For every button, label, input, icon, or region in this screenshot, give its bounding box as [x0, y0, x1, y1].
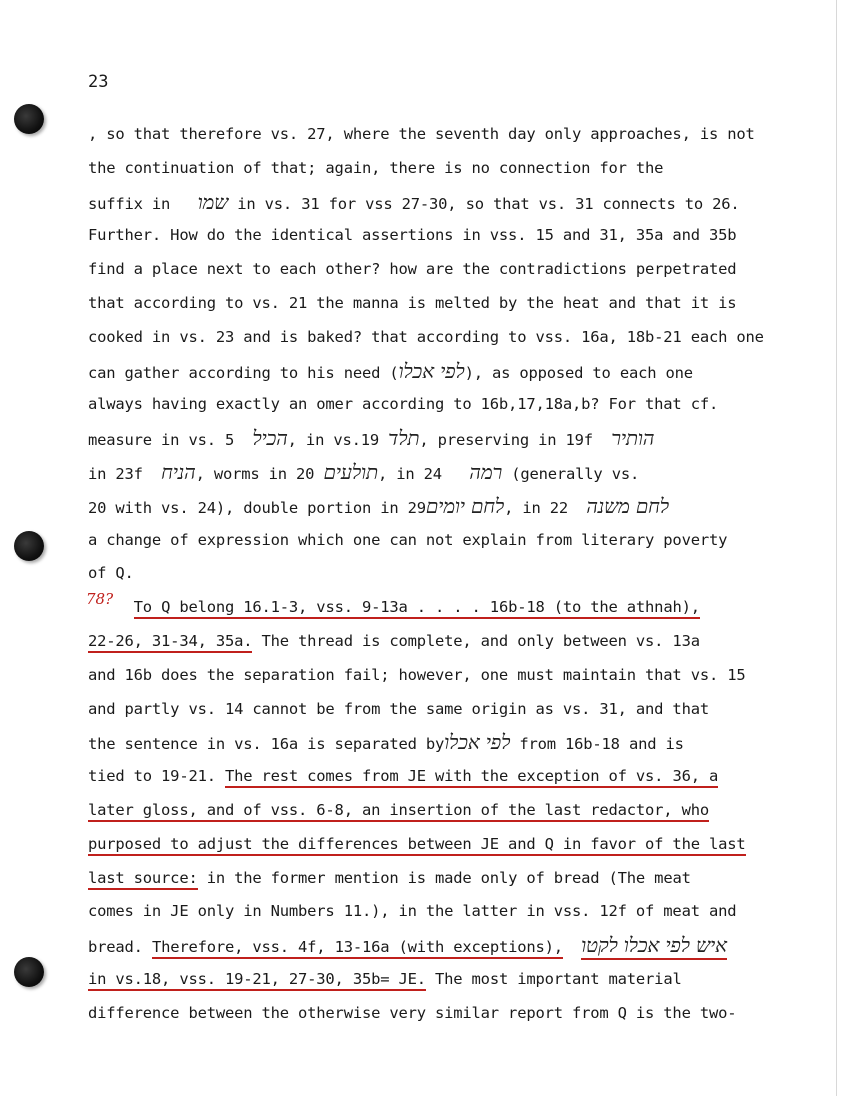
text-line — [88, 726, 848, 760]
text-line — [88, 794, 848, 828]
line-text: tied to 19-21. — [88, 767, 225, 786]
line-text: , in 22 — [504, 498, 568, 517]
hebrew-handwriting: לחם משנה — [586, 493, 669, 518]
line-text: find a place next to each other? how are the contradictions perpetrated — [88, 260, 737, 279]
text-line — [88, 219, 848, 253]
hebrew-handwriting: תולעים — [323, 459, 378, 484]
page-number: 23 — [88, 72, 109, 92]
line-text: from 16b-18 and is — [510, 735, 684, 754]
line-text: bread. — [88, 938, 152, 957]
text-line — [88, 388, 848, 422]
line-text: , so that therefore vs. 27, where the seventh day only approaches, is not — [88, 125, 755, 143]
punch-hole — [14, 104, 44, 134]
text-line — [88, 625, 848, 659]
text-line — [88, 422, 848, 456]
punch-hole — [14, 531, 44, 561]
text-line — [88, 524, 848, 558]
text-line — [88, 355, 848, 389]
underlined-text: Therefore, vss. 4f, 13-16a (with exceptions), — [152, 938, 563, 959]
hebrew-handwriting: לפי אכלו — [444, 730, 511, 755]
margin-note: 78? — [86, 590, 114, 608]
hebrew-handwriting: שמו — [197, 189, 229, 214]
line-text: , in vs.19 — [287, 431, 379, 450]
text-line — [88, 287, 848, 321]
line-text: a change of expression which one can not explain from literary poverty — [88, 530, 728, 549]
line-text: that according to vs. 21 the manna is melted by the heat and that it is — [88, 293, 737, 312]
underlined-text: The rest comes from JE with the exception of vs. 36, a — [225, 767, 718, 788]
hebrew-handwriting: רמה — [469, 459, 503, 484]
text-line — [88, 659, 848, 693]
line-text: measure in vs. 5 — [88, 431, 235, 450]
text-line — [88, 186, 848, 220]
hebrew-handwriting: איש לפי אכלו לקטו — [581, 933, 727, 960]
text-line — [88, 895, 848, 929]
text-line — [88, 963, 848, 997]
underlined-text: last source: — [88, 869, 198, 890]
text-line — [88, 693, 848, 727]
line-text: , worms in 20 — [195, 464, 315, 483]
underlined-text: 22-26, 31-34, 35a. — [88, 632, 252, 653]
line-text: Further. How do the identical assertions in vss. 15 and 31, 35a and 35b — [88, 226, 737, 245]
line-text: in vs. 31 for vss 27-30, so that vs. 31 connects to 26. — [228, 194, 740, 213]
line-text: , in 24 — [377, 464, 442, 483]
text-line — [88, 253, 848, 287]
text-line — [88, 456, 848, 490]
line-text: 20 with vs. 24), double portion in 29 — [88, 498, 426, 517]
line-text: always having exactly an omer according to 16b,17,18a,b? For that cf. — [88, 395, 719, 414]
line-text: in 23f — [88, 464, 143, 483]
underlined-text: in vs.18, vss. 19-21, 27-30, 35b= JE. — [88, 970, 426, 991]
underlined-text: To Q belong 16.1-3, vss. 9-13a . . . . 16b-18 (to the athnah), — [134, 598, 700, 619]
line-text: cooked in vs. 23 and is baked? that according to vss. 16a, 18b-21 each one — [88, 327, 764, 346]
line-text: , preserving in 19f — [419, 431, 593, 450]
text-line — [88, 929, 848, 963]
hebrew-handwriting: לחם יומים — [425, 493, 505, 518]
line-text: The most important material — [425, 969, 682, 988]
line-text: difference between the otherwise very similar report from Q is the two- — [88, 1003, 737, 1022]
line-text: suffix in — [88, 194, 171, 213]
hebrew-handwriting: הכיל — [252, 426, 288, 451]
underlined-text: purposed to adjust the differences between JE and Q in favor of the last — [88, 835, 746, 856]
text-line — [88, 828, 848, 862]
text-line — [88, 557, 848, 591]
hebrew-handwriting: הותיר — [611, 426, 655, 451]
text-line — [88, 591, 848, 625]
text-line — [88, 490, 848, 524]
line-text: ), as opposed to each one — [464, 363, 693, 382]
text-line — [88, 862, 848, 896]
text-line — [88, 760, 848, 794]
line-text: in the former mention is made only of bread (The meat — [197, 868, 691, 887]
line-text: comes in JE only in Numbers 11.), in the latter in vss. 12f of meat and — [88, 902, 737, 921]
text-line — [88, 321, 848, 355]
underlined-text: later gloss, and of vss. 6-8, an insertion of the last redactor, who — [88, 801, 709, 822]
line-text: the sentence in vs. 16a is separated by — [88, 735, 445, 754]
text-line — [88, 152, 848, 186]
hebrew-handwriting: הניח — [161, 459, 196, 484]
line-text: and partly vs. 14 cannot be from the same origin as vs. 31, and that — [88, 699, 709, 718]
body-text — [88, 118, 848, 1031]
line-text: and 16b does the separation fail; however, one must maintain that vs. 15 — [88, 665, 746, 684]
hebrew-handwriting: לפי אכלו — [398, 358, 465, 383]
line-text: The thread is complete, and only between vs. 13a — [252, 631, 700, 650]
text-line — [88, 997, 848, 1031]
punch-hole — [14, 957, 44, 987]
hebrew-handwriting: תלד — [388, 426, 420, 451]
text-line — [88, 118, 848, 152]
line-text: the continuation of that; again, there is no connection for the — [88, 158, 664, 177]
line-text: can gather according to his need ( — [88, 363, 399, 382]
line-text: (generally vs. — [502, 464, 640, 483]
line-text: of Q. — [88, 564, 134, 583]
